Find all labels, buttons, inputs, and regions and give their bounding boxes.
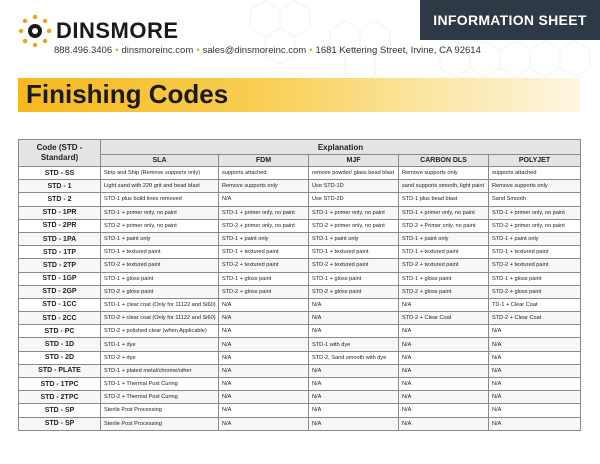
table-row — [19, 272, 581, 285]
explanation-cell: STD-2, Sand smooth with dye — [309, 351, 399, 364]
explanation-cell: N/A — [219, 338, 309, 351]
column-header-carbon-dls: CARBON DLS — [399, 155, 489, 167]
explanation-cell: N/A — [399, 364, 489, 377]
explanation-cell: STD-1 + paint only — [309, 232, 399, 245]
explanation-cell: STD-1 + paint only — [489, 232, 581, 245]
explanation-cell: N/A — [219, 351, 309, 364]
code-cell: STD - PC — [19, 325, 101, 338]
code-cell: STD - 1PA — [19, 232, 101, 245]
table-row — [19, 259, 581, 272]
explanation-cell: STD-2 + gloss paint — [489, 285, 581, 298]
explanation-cell: STD-1 + textured paint — [309, 246, 399, 259]
explanation-cell: STD-1 + plated metal/chrome/other — [101, 364, 219, 377]
code-cell: STD - SS — [19, 167, 101, 180]
table-row — [19, 298, 581, 311]
address: 1681 Kettering Street, Irvine, CA 92614 — [315, 45, 481, 56]
column-header-sla: SLA — [101, 155, 219, 167]
explanation-cell: Remove supports only — [219, 180, 309, 193]
explanation-cell: STD-1 + primer only, no paint — [489, 206, 581, 219]
explanation-cell: N/A — [309, 312, 399, 325]
explanation-cell: STD-2 + textured paint — [219, 259, 309, 272]
explanation-cell: N/A — [219, 312, 309, 325]
explanation-cell: N/A — [219, 391, 309, 404]
explanation-cell: N/A — [219, 417, 309, 430]
explanation-cell: STD-1 + primer only, no paint — [219, 206, 309, 219]
website-link[interactable]: dinsmoreinc.com — [121, 45, 194, 56]
explanation-cell: N/A — [399, 338, 489, 351]
explanation-cell: N/A — [399, 391, 489, 404]
explanation-cell: STD-2 + gloss paint — [219, 285, 309, 298]
explanation-cell: STD-2 + polished clear (when Applicable) — [101, 325, 219, 338]
explanation-cell: N/A — [399, 298, 489, 311]
explanation-cell: STD-2 + Clear Coat — [399, 312, 489, 325]
explanation-cell: N/A — [489, 378, 581, 391]
column-header-polyjet: POLYJET — [489, 155, 581, 167]
explanation-cell: N/A — [489, 417, 581, 430]
explanation-cell: STD-1 + primer only, no paint — [101, 206, 219, 219]
title-banner — [18, 78, 580, 112]
code-cell: STD - 2 — [19, 193, 101, 206]
explanation-cell: STD-2 + textured paint — [309, 259, 399, 272]
table-row — [19, 206, 581, 219]
code-cell: STD - SP — [19, 404, 101, 417]
explanation-cell: N/A — [219, 378, 309, 391]
table-row — [19, 219, 581, 232]
explanation-cell: N/A — [309, 378, 399, 391]
explanation-cell: STD-2 + primer only, no paint — [101, 219, 219, 232]
explanation-cell: N/A — [489, 364, 581, 377]
phone-number[interactable]: 888.496.3406 — [54, 45, 113, 56]
explanation-cell: STD-2 + primer only, no paint — [489, 219, 581, 232]
code-cell: STD - 1TP — [19, 246, 101, 259]
explanation-cell: STD-1 + gloss paint — [399, 272, 489, 285]
table-row — [19, 285, 581, 298]
explanation-cell: Strip and Ship (Remove supports only) — [101, 167, 219, 180]
explanation-cell: STD-1 plus build lines removed — [101, 193, 219, 206]
explanation-cell: N/A — [399, 325, 489, 338]
table-row — [19, 180, 581, 193]
finishing-codes-table — [18, 139, 581, 431]
explanation-cell: STD-1 + gloss paint — [309, 272, 399, 285]
code-cell: STD - SP — [19, 417, 101, 430]
explanation-cell: Sterile Post Processing — [101, 417, 219, 430]
email-link[interactable]: sales@dinsmoreinc.com — [202, 45, 307, 56]
explanation-cell: STD-2 + gloss paint — [399, 285, 489, 298]
table-row — [19, 364, 581, 377]
explanation-cell: STD-2 + primer only, no paint — [219, 219, 309, 232]
table-row — [19, 378, 581, 391]
explanation-cell: N/A — [309, 325, 399, 338]
explanation-cell: STD-2 + textured paint — [399, 259, 489, 272]
code-cell: STD - 1PR — [19, 206, 101, 219]
column-header-fdm: FDM — [219, 155, 309, 167]
explanation-cell: STD-1 + gloss paint — [489, 272, 581, 285]
code-cell: STD - 1GP — [19, 272, 101, 285]
explanation-cell: Sand Smooth — [489, 193, 581, 206]
explanation-cell: STD-1 plus bead blast — [399, 193, 489, 206]
code-cell: STD - 1CC — [19, 298, 101, 311]
explanation-cell: STD-1 + paint only — [101, 232, 219, 245]
explanation-header: Explanation — [101, 140, 581, 155]
separator-dot-icon: • — [196, 45, 200, 56]
explanation-cell: STD-1 + textured paint — [399, 246, 489, 259]
table-row — [19, 338, 581, 351]
code-cell: STD - 1TPC — [19, 378, 101, 391]
table-row — [19, 193, 581, 206]
explanation-cell: N/A — [489, 325, 581, 338]
explanation-cell: Remove supports only — [399, 167, 489, 180]
explanation-cell: N/A — [219, 364, 309, 377]
explanation-cell: STD-1 + Thermal Post Curing — [101, 378, 219, 391]
explanation-cell: STD-1 + paint only — [219, 232, 309, 245]
explanation-cell: STD-2 + Thermal Post Curing — [101, 391, 219, 404]
explanation-cell: N/A — [309, 298, 399, 311]
code-cell: STD - PLATE — [19, 364, 101, 377]
explanation-cell: sand supports smooth, light paint — [399, 180, 489, 193]
explanation-cell: Remove supports only — [489, 180, 581, 193]
explanation-cell: supports attached — [489, 167, 581, 180]
brand-logo — [18, 14, 179, 48]
column-header-mjf: MJF — [309, 155, 399, 167]
explanation-cell: STD-1 + primer only, no paint — [309, 206, 399, 219]
explanation-cell: N/A — [399, 404, 489, 417]
separator-dot-icon: • — [309, 45, 313, 56]
code-cell: STD - 1D — [19, 338, 101, 351]
explanation-cell: N/A — [489, 338, 581, 351]
explanation-cell: Use STD-1D — [309, 180, 399, 193]
explanation-cell: N/A — [489, 391, 581, 404]
explanation-cell: STD-1 + gloss paint — [101, 272, 219, 285]
information-sheet-tab: INFORMATION SHEET — [420, 0, 600, 40]
table-row — [19, 391, 581, 404]
explanation-cell: STD-2 + primer only, no paint — [309, 219, 399, 232]
table-row — [19, 312, 581, 325]
explanation-cell: STD-2 + dye — [101, 351, 219, 364]
explanation-cell: Use STD-2D — [309, 193, 399, 206]
explanation-cell: STD-2 + Clear Coat — [489, 312, 581, 325]
explanation-cell: STD-1 + gloss paint — [219, 272, 309, 285]
explanation-cell: STD-1 + textured paint — [219, 246, 309, 259]
explanation-cell: supports attached — [219, 167, 309, 180]
explanation-cell: Light sand with 220 grit and bead blast — [101, 180, 219, 193]
explanation-cell: N/A — [399, 417, 489, 430]
explanation-cell: STD-2 + clear coat (Only for 11122 and Si60) — [101, 312, 219, 325]
explanation-cell: STD-2 + gloss paint — [309, 285, 399, 298]
explanation-cell: STD-1 + textured paint — [101, 246, 219, 259]
explanation-cell: STD-1 + clear coat (Only for 11122 and Si60) — [101, 298, 219, 311]
table-row — [19, 404, 581, 417]
table-row — [19, 351, 581, 364]
explanation-cell: N/A — [399, 351, 489, 364]
explanation-cell: N/A — [309, 417, 399, 430]
explanation-cell: STD-1 with dye — [309, 338, 399, 351]
explanation-cell: N/A — [219, 298, 309, 311]
explanation-cell: N/A — [489, 351, 581, 364]
explanation-cell: N/A — [399, 378, 489, 391]
code-cell: STD - 2CC — [19, 312, 101, 325]
explanation-cell: N/A — [309, 391, 399, 404]
contact-line — [54, 45, 481, 56]
dinsmore-logo-icon — [18, 14, 52, 48]
code-cell: STD - 2TPC — [19, 391, 101, 404]
explanation-cell: N/A — [309, 364, 399, 377]
code-cell: STD - 2D — [19, 351, 101, 364]
code-cell: STD - 2PR — [19, 219, 101, 232]
explanation-cell: remove powder/ glass bead blast — [309, 167, 399, 180]
code-cell: STD - 1 — [19, 180, 101, 193]
explanation-cell: N/A — [219, 325, 309, 338]
explanation-cell: STD-2 + textured paint — [489, 259, 581, 272]
explanation-cell: N/A — [489, 404, 581, 417]
code-column-header: Code (STD - Standard) — [19, 140, 101, 167]
explanation-cell: TD-1 + Clear Coat — [489, 298, 581, 311]
table-row — [19, 325, 581, 338]
explanation-cell: Sterile Post Processing — [101, 404, 219, 417]
finishing-codes-table-wrapper — [18, 139, 580, 431]
explanation-cell: STD-1 + paint only — [399, 232, 489, 245]
brand-name: DINSMORE — [56, 18, 179, 43]
separator-dot-icon: • — [115, 45, 119, 56]
explanation-cell: STD-1 + textured paint — [489, 246, 581, 259]
explanation-cell: N/A — [219, 193, 309, 206]
table-row — [19, 167, 581, 180]
explanation-cell: STD-2 + Primer only, no paint — [399, 219, 489, 232]
code-cell: STD - 2TP — [19, 259, 101, 272]
table-row — [19, 417, 581, 430]
table-row — [19, 246, 581, 259]
explanation-cell: STD-2 + gloss paint — [101, 285, 219, 298]
code-cell: STD - 2GP — [19, 285, 101, 298]
explanation-cell: N/A — [219, 404, 309, 417]
explanation-cell: N/A — [309, 404, 399, 417]
page-title: Finishing Codes — [26, 79, 229, 109]
explanation-cell: STD-1 + primer only, no paint — [399, 206, 489, 219]
table-row — [19, 232, 581, 245]
explanation-cell: STD-1 + dye — [101, 338, 219, 351]
explanation-cell: STD-2 + textured paint — [101, 259, 219, 272]
